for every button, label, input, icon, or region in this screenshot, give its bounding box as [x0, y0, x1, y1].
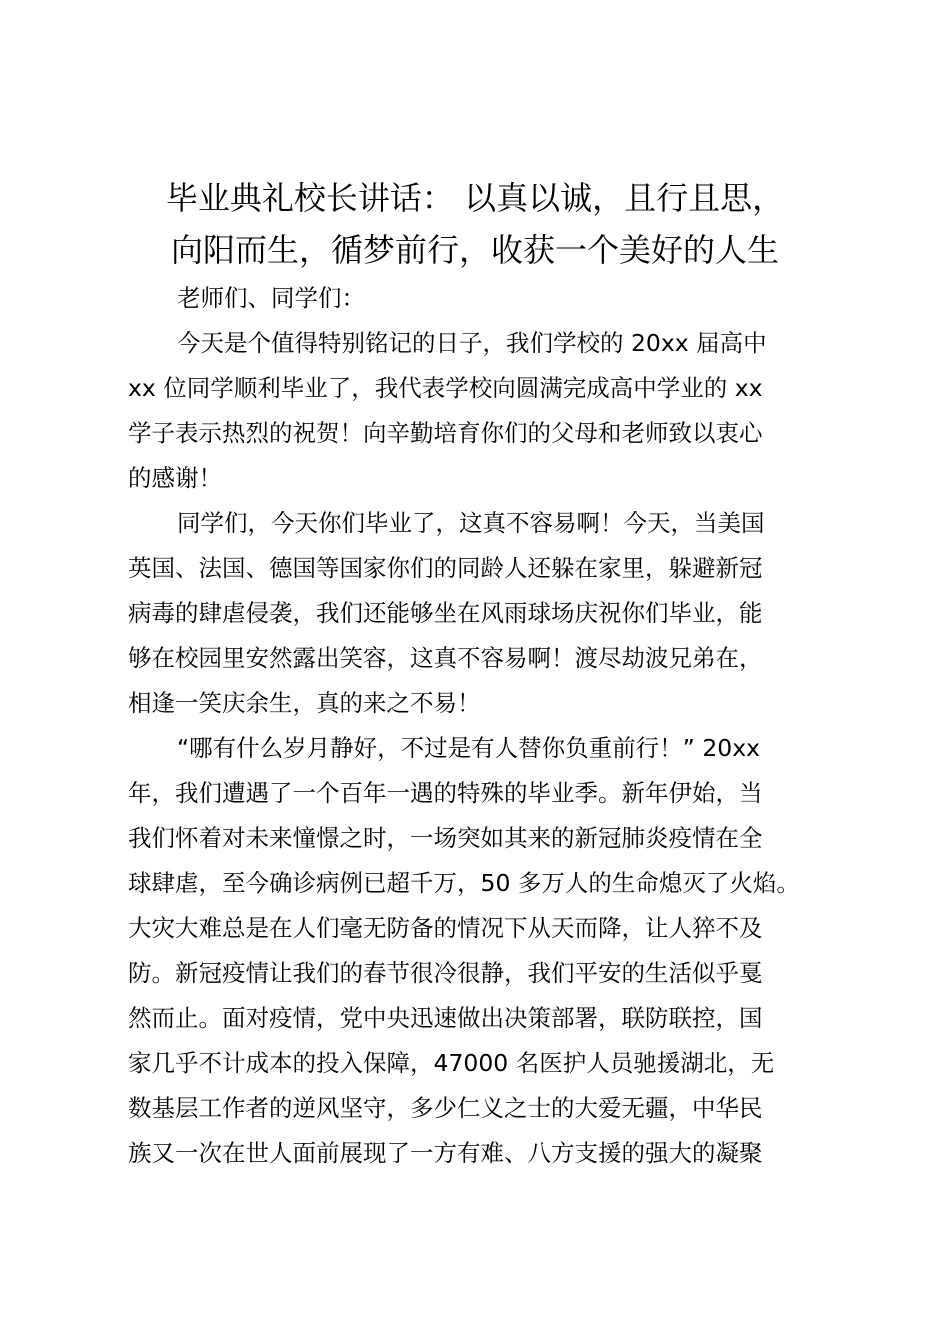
paragraph-line: 族又一次在世人面前展现了一方有难、八方支援的强大的凝聚: [128, 1139, 763, 1167]
greeting: 老师们、同学们：: [177, 284, 365, 312]
paragraph-line: 家几乎不计成本的投入保障，47000 名医护人员驰援湖北，无: [128, 1049, 775, 1077]
title-line: 向阳而生，循梦前行，收获一个美好的人生: [170, 231, 779, 269]
paragraph-line: 然而止。面对疫情，党中央迅速做出决策部署，联防联控，国: [128, 1004, 763, 1032]
paragraph: [128, 321, 838, 501]
paragraph-line: 相逢一笑庆余生，真的来之不易！: [128, 689, 481, 717]
paragraph-line: 英国、法国、德国等国家你们的同龄人还躲在家里，躲避新冠: [128, 554, 763, 582]
paragraph-line: 的感谢！: [128, 464, 222, 492]
paragraph-line: 球肆虐，至今确诊病例已超千万，50 多万人的生命熄灭了火焰。: [128, 869, 800, 897]
paragraph: [128, 726, 838, 1176]
paragraph-line: 病毒的肆虐侵袭，我们还能够坐在风雨球场庆祝你们毕业，能: [128, 599, 763, 627]
paragraph-line: 防。新冠疫情让我们的春节很冷很静，我们平安的生活似乎戛: [128, 959, 763, 987]
paragraph-line: 够在校园里安然露出笑容，这真不容易啊！渡尽劫波兄弟在，: [128, 644, 763, 672]
paragraph-line: 同学们，今天你们毕业了，这真不容易啊！今天，当美国: [177, 509, 765, 537]
paragraph-line: 年，我们遭遇了一个百年一遇的特殊的毕业季。新年伊始，当: [128, 779, 763, 807]
paragraph-line: 数基层工作者的逆风坚守，多少仁义之士的大爱无疆，中华民: [128, 1094, 763, 1122]
paragraph-line: 学子表示热烈的祝贺！向辛勤培育你们的父母和老师致以衷心: [128, 419, 763, 447]
document-body: [128, 276, 838, 1176]
paragraph-line: 大灾大难总是在人们毫无防备的情况下从天而降，让人猝不及: [128, 914, 763, 942]
document-title: [110, 172, 840, 276]
paragraph-line: 今天是个值得特别铭记的日子，我们学校的 20xx 届高中: [177, 329, 767, 357]
paragraph-line: xx 位同学顺利毕业了，我代表学校向圆满完成高中学业的 xx: [128, 374, 763, 402]
paragraph: [128, 501, 838, 726]
paragraph-line: “哪有什么岁月静好，不过是有人替你负重前行！” 20xx: [177, 734, 761, 762]
title-line: 毕业典礼校长讲话： 以真以诚，且行且思，: [165, 179, 785, 217]
paragraph-line: 我们怀着对未来憧憬之时，一场突如其来的新冠肺炎疫情在全: [128, 824, 763, 852]
